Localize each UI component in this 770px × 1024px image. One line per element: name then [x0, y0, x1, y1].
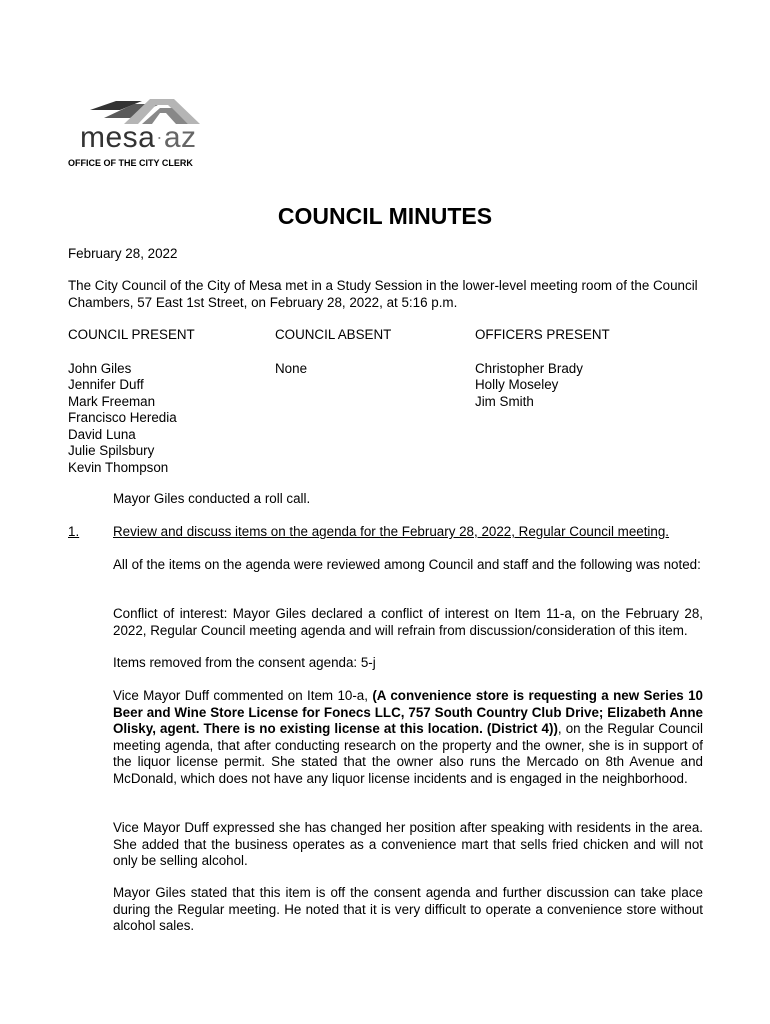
position-change-paragraph: Vice Mayor Duff expressed she has changed her position after speaking with residents in the area. She added that the business operates as a convenience mart that sells fried chicken and will not only be selling alcohol.	[113, 820, 703, 868]
meeting-date: February 28, 2022	[68, 246, 178, 261]
page-title: COUNCIL MINUTES	[277, 203, 493, 229]
list-item: David Luna	[68, 426, 136, 442]
item-10a-text-start: Vice Mayor Duff commented on Item 10-a,	[113, 688, 373, 703]
list-item: Julie Spilsbury	[68, 443, 155, 458]
agenda-item-title: Review and discuss items on the agenda for the February 28, 2022, Regular Council meeting.	[113, 524, 670, 539]
council-present-column	[68, 327, 195, 476]
council-absent-heading: COUNCIL ABSENT	[275, 327, 392, 342]
conflict-of-interest-paragraph: Conflict of interest: Mayor Giles declared a conflict of interest on Item 11-a, on the February 28, 2022, Regular Council meeting agenda and will refrain from discussion/consideration of this item.	[113, 606, 703, 638]
officers-present-heading: OFFICERS PRESENT	[475, 327, 610, 342]
list-item: Francisco Heredia	[68, 410, 177, 425]
item-10a-bold-description: (A convenience store is requesting a new Series 10 Beer and Wine Store License for Fonecs LLC, 757 South Country Club Drive; Elizabeth Anne Olisky, agent. There is no existing license at this location. (District 4))	[113, 688, 704, 736]
list-item: None	[275, 360, 308, 376]
council-absent-column	[275, 327, 391, 377]
logo-main-text: mesa	[80, 121, 156, 154]
office-label: OFFICE OF THE CITY CLERK	[68, 158, 193, 168]
consent-agenda-paragraph: Mayor Giles stated that this item is off the consent agenda and further discussion can take place during the Regular meeting. He noted that it is very difficult to operate a convenience store without alcohol sales.	[113, 885, 703, 933]
list-item: Jennifer Duff	[68, 377, 144, 392]
mesa-az-logo	[68, 96, 218, 160]
logo-dot: ·	[156, 127, 163, 147]
item-10a-text-end: , on the Regular Council meeting agenda, that after conducting research on the property and the owner, she is in support of the liquor license permit. She stated that the owner also runs the Mercado on 8th Avenue and McDonald, which does not have any liquor license incidents and is engaged in the neighborhood.	[113, 721, 703, 786]
council-present-heading: COUNCIL PRESENT	[68, 327, 195, 342]
officers-present-column	[475, 327, 610, 410]
roll-call-text: Mayor Giles conducted a roll call.	[113, 491, 311, 506]
items-reviewed-paragraph: All of the items on the agenda were reviewed among Council and staff and the following was noted:	[113, 557, 701, 572]
logo-wordmark	[80, 121, 197, 158]
item-10a-paragraph	[113, 688, 703, 787]
logo-suffix-text: az	[163, 121, 197, 154]
list-item: Holly Moseley	[475, 377, 559, 392]
list-item: Mark Freeman	[68, 393, 156, 409]
list-item: Christopher Brady	[475, 360, 583, 376]
agenda-item-number: 1.	[68, 524, 80, 539]
list-item: Kevin Thompson	[68, 459, 169, 475]
items-removed-paragraph: Items removed from the consent agenda: 5-j	[113, 655, 376, 670]
list-item: John Giles	[68, 360, 132, 376]
list-item: Jim Smith	[475, 393, 534, 409]
intro-paragraph: The City Council of the City of Mesa met in a Study Session in the lower-level meeting room of the Council Chambers, 57 East 1st Street, on February 28, 2022, at 5:16 p.m.	[68, 278, 698, 310]
